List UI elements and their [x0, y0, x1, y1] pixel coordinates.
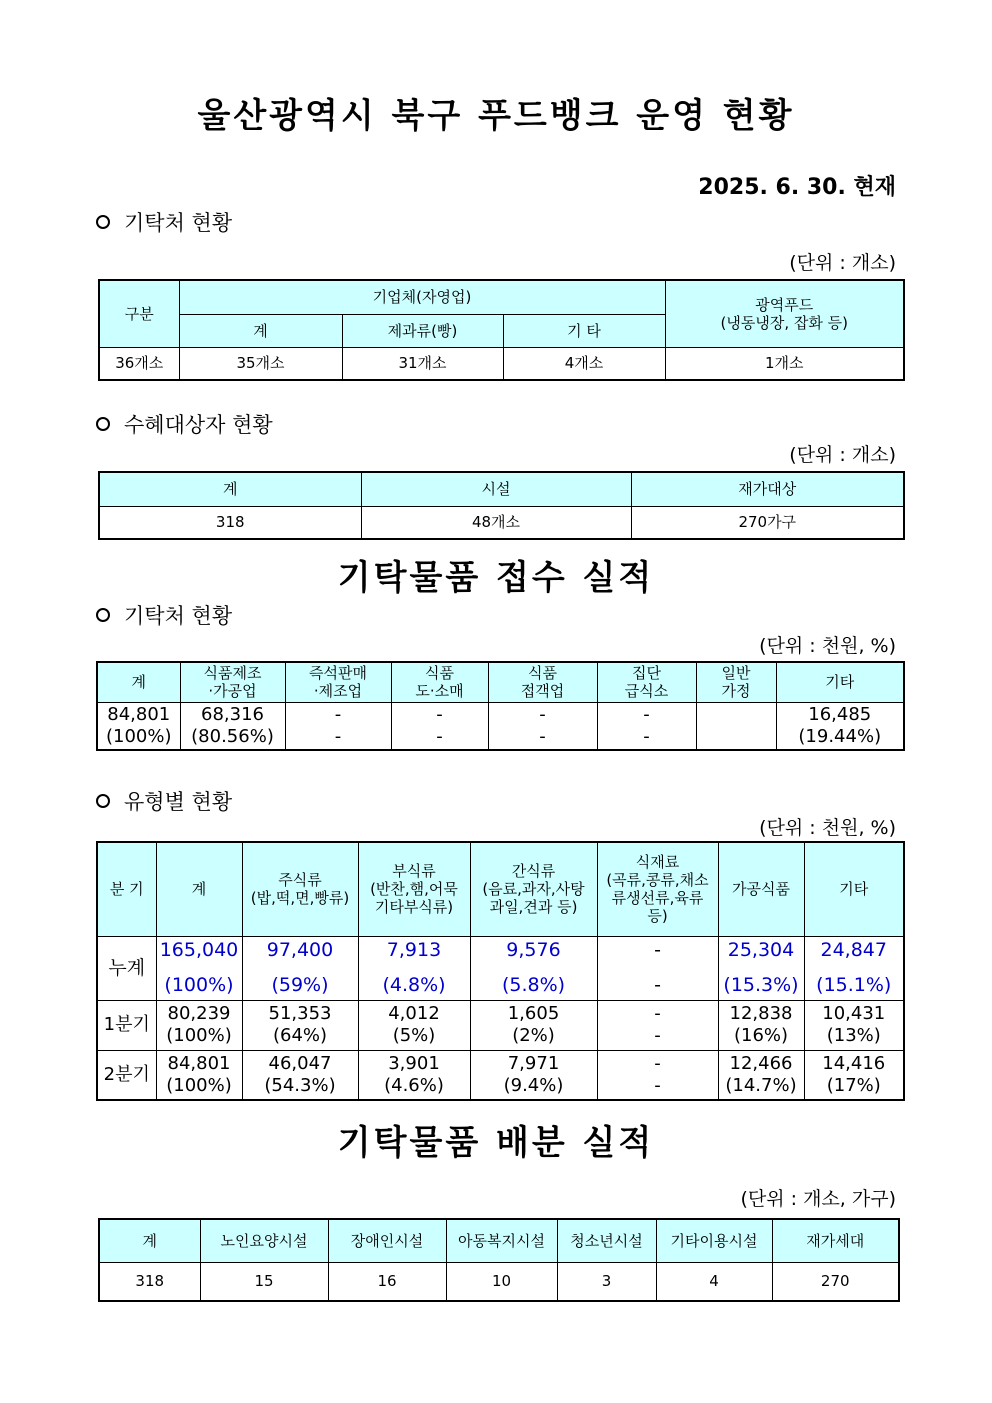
cell-percent: (64%): [272, 1025, 328, 1046]
data-cell: [597, 1000, 718, 1050]
cell-value: 3,901: [388, 1053, 440, 1075]
cell-percent: (13%): [826, 1025, 881, 1046]
data-cell: [391, 702, 488, 750]
cell-percent: (4.8%): [382, 974, 446, 996]
cell-percent: (17%): [826, 1074, 881, 1096]
cell-percent: (80.56%): [191, 725, 274, 747]
header-line: 주식류: [278, 871, 322, 890]
header-cell: 계: [99, 1219, 200, 1262]
receipt-title: 기탁물품 접수 실적: [337, 558, 655, 598]
section-heading: 유형별 현황: [124, 790, 233, 814]
data-cell: [156, 1000, 242, 1050]
cell-regional: 1개소: [665, 347, 904, 380]
header-line: 등): [647, 907, 668, 926]
cell-percent: (100%): [166, 1074, 232, 1096]
cell-value: 68,316: [201, 704, 264, 726]
header-facility: 시설: [361, 472, 631, 506]
header-cell: 노인요양시설: [200, 1219, 328, 1262]
cell-value: 12,838: [729, 1003, 793, 1025]
cell-value: 7,913: [386, 939, 442, 962]
header-line: 가정: [721, 682, 751, 701]
header-cell: [696, 662, 776, 702]
data-cell: [97, 702, 180, 750]
cell-value: 80,239: [167, 1003, 231, 1025]
data-cell: [776, 702, 904, 750]
cell-percent: (19.44%): [798, 725, 882, 747]
header-line: 가공식품: [732, 880, 790, 899]
header-cell: [180, 662, 285, 702]
cell-percent: -: [436, 725, 443, 747]
header-category: 구분: [99, 280, 179, 347]
donors-table: [98, 279, 905, 381]
header-line: 도·소매: [415, 682, 464, 701]
table-row: [97, 1050, 904, 1100]
cell-percent: (5.8%): [501, 974, 566, 996]
header-cell: [776, 662, 904, 702]
cell-percent: (100%): [105, 725, 172, 747]
header-cell: [285, 662, 391, 702]
unit-label: (단위 : 천원, %): [759, 817, 896, 839]
header-cell: [358, 842, 470, 936]
table-row: [97, 1000, 904, 1050]
header-other: 기 타: [503, 314, 665, 347]
distribution-table: [98, 1218, 900, 1302]
cell-total: 318: [99, 506, 361, 539]
cell-value: 10,431: [822, 1003, 886, 1025]
data-cell: [242, 1050, 358, 1100]
cell-total: 35개소: [179, 347, 342, 380]
cell-value: 46,047: [268, 1053, 332, 1075]
header-line: 집단: [632, 664, 661, 683]
header-line: 분 기: [109, 880, 144, 899]
cell-percent: -: [539, 725, 546, 747]
data-cell: 270: [772, 1262, 899, 1301]
section-heading: 기탁처 현황: [124, 211, 233, 235]
cell-value: -: [643, 704, 650, 726]
cell-percent: (5%): [392, 1025, 436, 1046]
section-heading: 수혜대상자 현황: [124, 413, 273, 437]
cell-percent: (4.6%): [384, 1074, 444, 1096]
cell-value: 51,353: [268, 1003, 332, 1025]
unit-label: (단위 : 개소): [789, 252, 896, 274]
header-line: 기타부식류): [374, 898, 454, 917]
cell-percent: (15.1%): [816, 974, 892, 996]
data-cell: [597, 936, 718, 1000]
data-cell: [804, 1050, 904, 1100]
header-cell: 아동복지시설: [446, 1219, 557, 1262]
header-regional-line1: 광역푸드: [755, 295, 814, 314]
cell-percent: (2%): [512, 1025, 555, 1046]
circle-bullet-icon: [96, 215, 110, 229]
cell-value: -: [539, 704, 546, 726]
cell-percent: (15.3%): [723, 974, 799, 996]
receipt-donors-table: [96, 661, 905, 751]
header-line: 급식소: [624, 682, 669, 701]
cell-value: 16,485: [808, 704, 872, 726]
header-cell: 재가세대: [772, 1219, 899, 1262]
cell-percent: (100%): [166, 1025, 232, 1046]
as-of-date: 2025. 6. 30. 현재: [698, 175, 896, 200]
cell-value: 9,576: [506, 939, 561, 962]
header-line: 과일,견과 등): [489, 898, 578, 917]
header-line: (음료,과자,사탕: [482, 880, 585, 899]
table-header-row: [97, 842, 904, 936]
cell-value: -: [334, 704, 342, 726]
header-regional: [665, 280, 904, 347]
row-label: 1분기: [97, 1000, 156, 1050]
cell-value: 84,801: [107, 704, 171, 726]
cell-value: 12,466: [729, 1053, 793, 1075]
section-recipients: [96, 409, 273, 439]
header-line: 계: [131, 673, 146, 692]
data-cell: [470, 1000, 597, 1050]
header-cell: [156, 842, 242, 936]
data-cell: 16: [328, 1262, 446, 1301]
header-cell: [242, 842, 358, 936]
header-cell: [718, 842, 804, 936]
cell-percent: (16%): [733, 1025, 789, 1046]
header-line: 기타: [825, 673, 855, 692]
header-company: 기업체(자영업): [179, 280, 665, 314]
cell-percent: -: [654, 974, 661, 996]
header-cell: [804, 842, 904, 936]
header-home: 재가대상: [631, 472, 904, 506]
cell-value: -: [436, 704, 443, 726]
cell-value: -: [654, 1053, 661, 1075]
header-cell: [97, 842, 156, 936]
data-cell: [718, 1050, 804, 1100]
circle-bullet-icon: [96, 794, 110, 808]
data-cell: [718, 1000, 804, 1050]
header-line: 식재료: [635, 853, 680, 872]
header-bakery: 제과류(빵): [342, 314, 503, 347]
data-cell: [804, 1000, 904, 1050]
data-cell: [242, 936, 358, 1000]
unit-label: (단위 : 개소, 가구): [740, 1188, 896, 1210]
cell-value: 4,012: [388, 1003, 440, 1025]
header-line: (밥,떡,면,빵류): [250, 889, 350, 908]
header-total: 계: [99, 472, 361, 506]
header-line: 류생선류,육류: [611, 889, 704, 908]
header-line: ·제조업: [313, 682, 363, 701]
header-line: (곡류,콩류,채소: [606, 871, 709, 890]
cell-value: 1,605: [507, 1003, 560, 1025]
header-cell: [470, 842, 597, 936]
circle-bullet-icon: [96, 417, 110, 431]
row-label: 2분기: [97, 1050, 156, 1100]
data-cell: [718, 936, 804, 1000]
header-line: 접객업: [520, 682, 565, 701]
page-title: 울산광역시 북구 푸드뱅크 운영 현황: [197, 96, 795, 136]
data-cell: [285, 702, 391, 750]
cell-other: 4개소: [503, 347, 665, 380]
header-line: 계: [191, 880, 207, 899]
cell-percent: -: [643, 725, 650, 747]
data-cell: 15: [200, 1262, 328, 1301]
section-heading: 기탁처 현황: [124, 604, 233, 628]
header-line: 식품: [425, 664, 454, 683]
cell-value: -: [654, 1003, 661, 1025]
cell-percent: (59%): [271, 974, 329, 996]
header-regional-line2: (냉동냉장, 잡화 등): [720, 313, 848, 332]
data-cell: [597, 702, 696, 750]
data-cell: [488, 702, 597, 750]
header-line: 식품: [528, 664, 557, 683]
header-line: 식품제조: [203, 664, 262, 683]
section-receipt-donors: [96, 600, 232, 630]
header-total: 계: [179, 314, 342, 347]
header-cell: [97, 662, 180, 702]
header-cell: [391, 662, 488, 702]
header-line: (반찬,햄,어묵: [370, 880, 458, 899]
recipients-table: [98, 471, 905, 540]
data-cell: [358, 1050, 470, 1100]
data-cell: [597, 1050, 718, 1100]
header-cell: 장애인시설: [328, 1219, 446, 1262]
section-types: [96, 786, 232, 816]
header-line: ·가공업: [208, 682, 257, 701]
cell-value: 165,040: [159, 939, 239, 962]
cell-percent: -: [654, 1025, 661, 1046]
header-cell: [597, 662, 696, 702]
header-line: 즉석판매: [309, 664, 367, 683]
data-cell: 3: [557, 1262, 656, 1301]
header-cell: [488, 662, 597, 702]
data-cell: [156, 936, 242, 1000]
cell-value: -: [654, 939, 661, 962]
data-cell: [242, 1000, 358, 1050]
cell-percent: -: [654, 1074, 661, 1096]
data-cell: [804, 936, 904, 1000]
data-cell: [470, 936, 597, 1000]
cell-value: 84,801: [167, 1053, 231, 1075]
distribution-title: 기탁물품 배분 실적: [337, 1123, 655, 1163]
header-line: 일반: [721, 664, 751, 683]
cell-percent: (14.7%): [725, 1074, 797, 1096]
header-line: 기타: [839, 880, 869, 899]
cell-home: 270가구: [631, 506, 904, 539]
cell-value: 97,400: [266, 939, 334, 962]
row-label: 누계: [97, 936, 156, 1000]
cell-bakery: 31개소: [342, 347, 503, 380]
header-line: 간식류: [511, 862, 556, 881]
data-cell: [358, 1000, 470, 1050]
data-cell: [358, 936, 470, 1000]
types-table: [96, 841, 905, 1101]
unit-label: (단위 : 개소): [789, 444, 896, 466]
circle-bullet-icon: [96, 608, 110, 622]
cell-value: 24,847: [820, 939, 887, 962]
header-cell: 기타이용시설: [656, 1219, 772, 1262]
cell-category: 36개소: [99, 347, 179, 380]
cell-percent: (54.3%): [264, 1074, 336, 1096]
cell-percent: (100%): [164, 974, 234, 996]
header-cell: 청소년시설: [557, 1219, 656, 1262]
section-donors: [96, 207, 232, 237]
data-cell: [180, 702, 285, 750]
cell-value: 14,416: [822, 1053, 886, 1075]
cell-value: 7,971: [507, 1053, 560, 1075]
cell-percent: (9.4%): [503, 1074, 564, 1096]
data-cell: 10: [446, 1262, 557, 1301]
data-cell: [156, 1050, 242, 1100]
cell-facility: 48개소: [361, 506, 631, 539]
data-cell: 4: [656, 1262, 772, 1301]
header-line: 부식류: [392, 862, 436, 881]
cell-percent: -: [334, 725, 342, 747]
data-cell: [696, 702, 776, 750]
cell-value: 25,304: [727, 939, 795, 962]
data-cell: [470, 1050, 597, 1100]
header-cell: [597, 842, 718, 936]
unit-label: (단위 : 천원, %): [759, 635, 896, 657]
data-cell: 318: [99, 1262, 200, 1301]
table-row: [97, 936, 904, 1000]
